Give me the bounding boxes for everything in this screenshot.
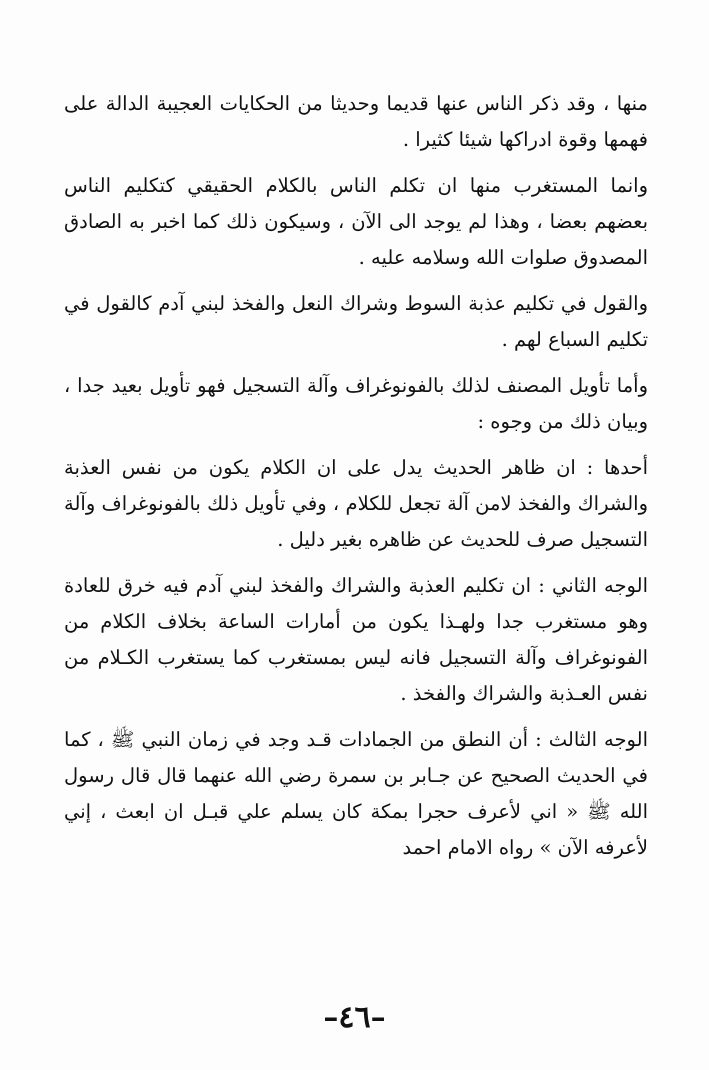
paragraph-4: وأما تأويل المصنف لذلك بالفونوغراف وآلة التسجيل فهو تأويل بعيد جدا ، وبيان ذلك من وجوه : bbox=[64, 374, 648, 433]
paragraph-1: منها ، وقد ذكر الناس عنها قديما وحديثا من الحكايات العجيبة الدالة على فهمها وقوة ادراكها شيئا كثيرا . bbox=[64, 92, 648, 151]
paragraph-5: أحدها : ان ظاهر الحديث يدل على ان الكلام يكون من نفس العذبة والشراك والفخذ لامن آلة تجعل للكلام ، وفي تأويل ذلك بالفونوغراف وآلة التسجيل صرف للحديث عن ظاهره بغير دليل . bbox=[64, 456, 648, 551]
paragraph-6: الوجه الثاني : ان تكليم العذبة والشراك والفخذ لبني آدم فيه خرق للعادة وهو مستغرب جدا ولهـذا يكون من أمارات الساعة بخلاف الكلام من الفونوغراف وآلة التسجيل فانه ليس بمستغرب كما يستغرب الكـلام من نفس العـذبة والشراك والفخذ . bbox=[64, 574, 648, 705]
paragraph-3: والقول في تكليم عذبة السوط وشراك النعل والفخذ لبني آدم كالقول في تكليم السباع لهم . bbox=[64, 292, 648, 351]
body-text bbox=[64, 86, 648, 876]
paragraph-2: وانما المستغرب منها ان تكلم الناس بالكلام الحقيقي كتكليم الناس بعضهم بعضا ، وهذا لم يوجد الى الآن ، وسيكون ذلك كما اخبر به الصادق المصدوق صلوات الله وسلامه عليه . bbox=[64, 174, 648, 269]
paragraph-7: الوجه الثالث : أن النطق من الجمادات قـد وجد في زمان النبي ﷺ ، كما في الحديث الصحيح عن جـابر بن سمرة رضي الله عنهما قال قال رسول الله ﷺ « اني لأعرف حجرا بمكة كان يسلم علي قبـل ان ابعث ، إني لأعرفه الآن » رواه الامام احمد bbox=[64, 728, 648, 859]
page-number: –٤٦– bbox=[323, 1000, 386, 1035]
